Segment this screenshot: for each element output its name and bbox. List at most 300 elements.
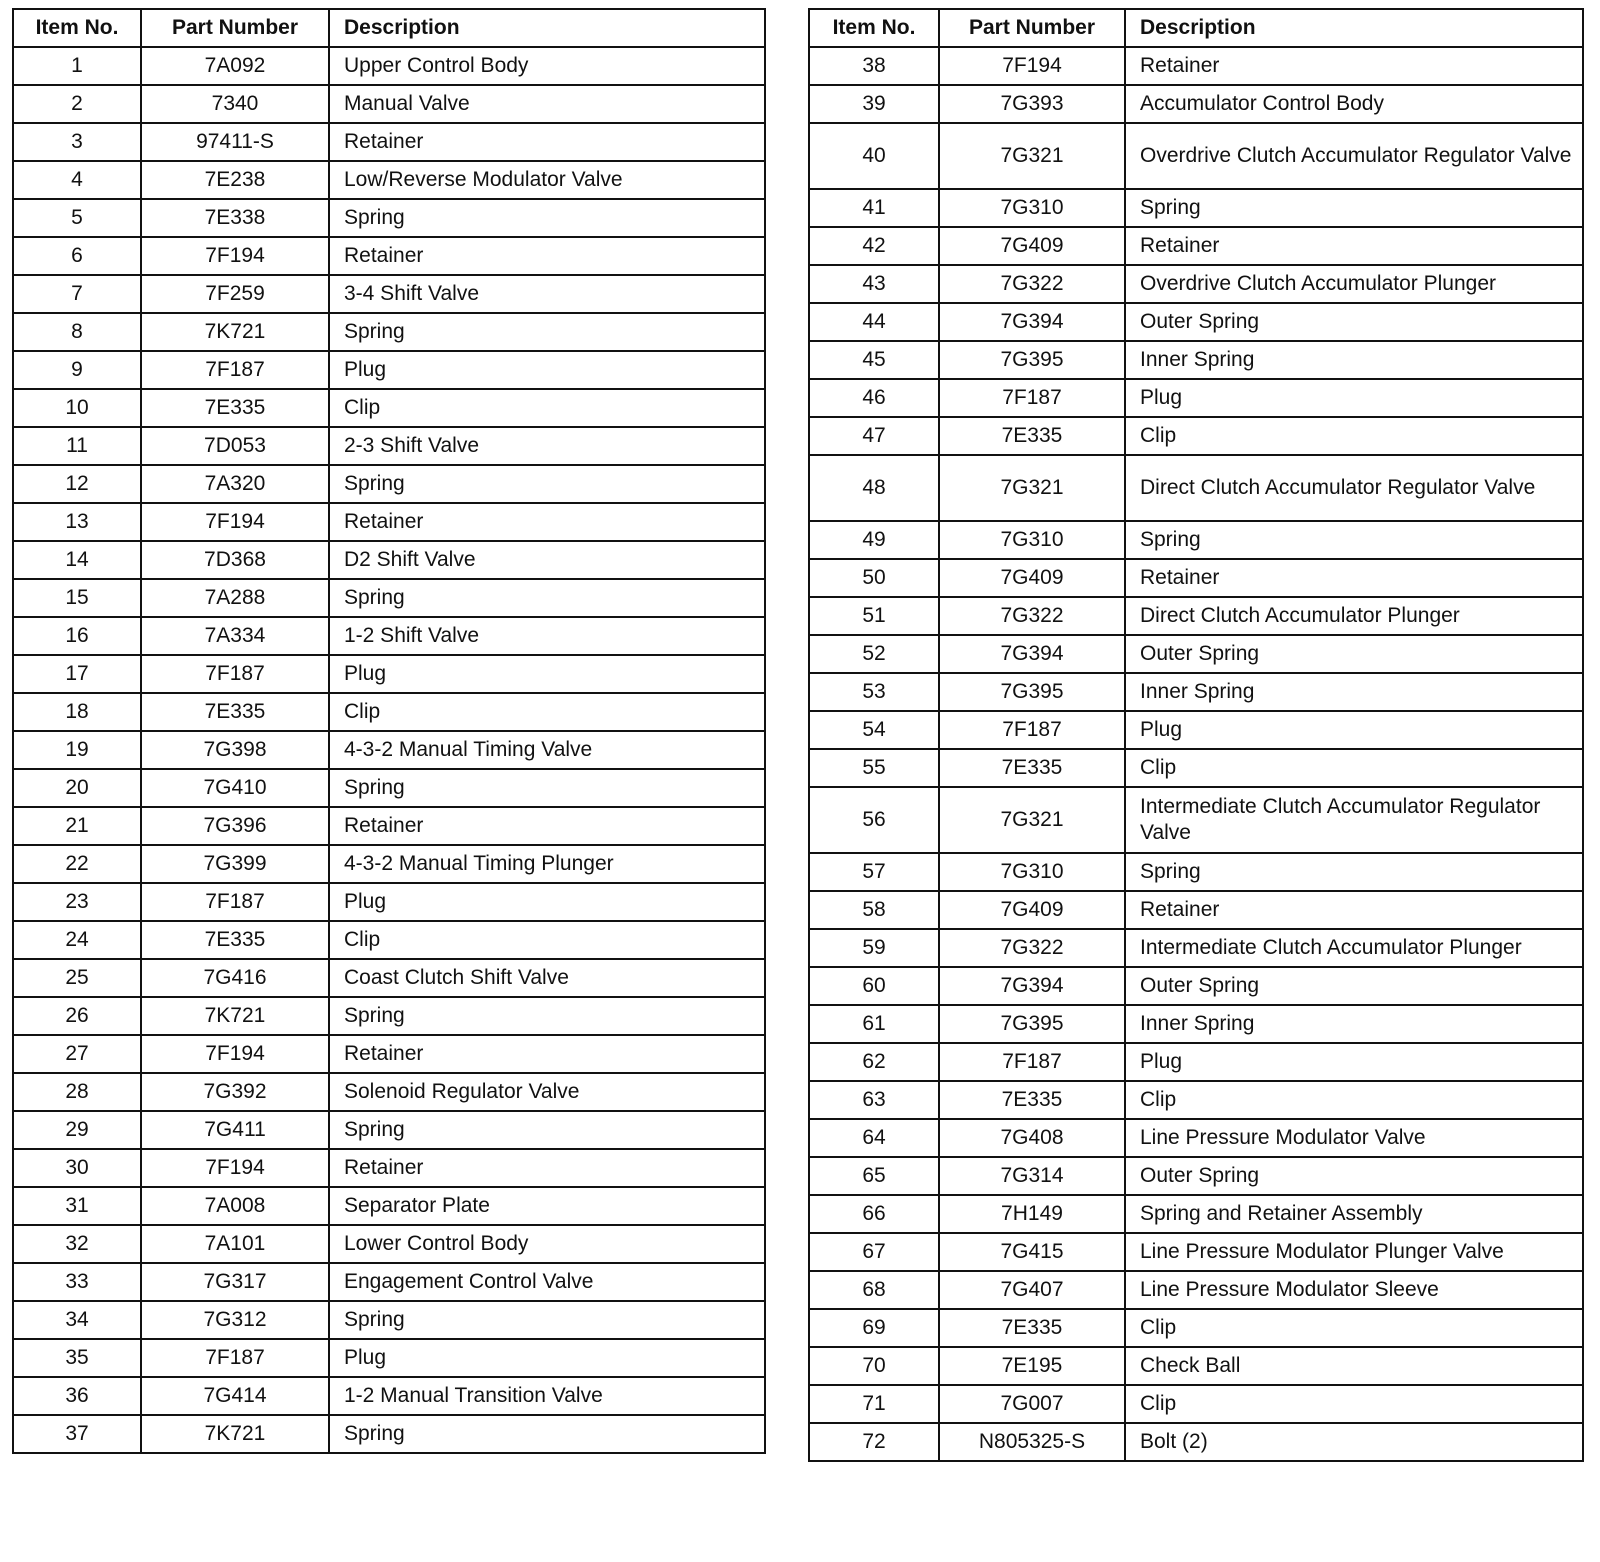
- cell-part-number: 7E335: [939, 749, 1125, 787]
- table-row: [809, 1233, 1583, 1271]
- table-row: [809, 891, 1583, 929]
- cell-item-no: 35: [13, 1339, 141, 1377]
- cell-part-number: 7G399: [141, 845, 329, 883]
- cell-item-no: 48: [809, 455, 939, 521]
- cell-part-number: 7G310: [939, 521, 1125, 559]
- cell-part-number: 7G007: [939, 1385, 1125, 1423]
- cell-part-number: 7F187: [141, 351, 329, 389]
- table-row: [13, 845, 765, 883]
- table-row: [809, 1423, 1583, 1461]
- cell-part-number: 7F194: [141, 503, 329, 541]
- cell-item-no: 65: [809, 1157, 939, 1195]
- cell-part-number: 7F194: [939, 47, 1125, 85]
- cell-item-no: 49: [809, 521, 939, 559]
- cell-item-no: 14: [13, 541, 141, 579]
- cell-part-number: 7F187: [141, 883, 329, 921]
- table-row: [13, 161, 765, 199]
- table-row: [13, 997, 765, 1035]
- cell-description: Plug: [1125, 379, 1583, 417]
- cell-part-number: 7G398: [141, 731, 329, 769]
- cell-item-no: 56: [809, 787, 939, 853]
- cell-description: Clip: [1125, 1385, 1583, 1423]
- cell-item-no: 39: [809, 85, 939, 123]
- cell-item-no: 12: [13, 465, 141, 503]
- cell-description: Retainer: [1125, 227, 1583, 265]
- cell-item-no: 31: [13, 1187, 141, 1225]
- cell-item-no: 51: [809, 597, 939, 635]
- cell-item-no: 62: [809, 1043, 939, 1081]
- cell-part-number: 7G407: [939, 1271, 1125, 1309]
- cell-item-no: 44: [809, 303, 939, 341]
- cell-description: 4-3-2 Manual Timing Plunger: [329, 845, 765, 883]
- cell-description: Separator Plate: [329, 1187, 765, 1225]
- table-row: [13, 1035, 765, 1073]
- cell-item-no: 6: [13, 237, 141, 275]
- cell-item-no: 7: [13, 275, 141, 313]
- cell-part-number: 7G394: [939, 635, 1125, 673]
- table-row: [13, 389, 765, 427]
- cell-item-no: 66: [809, 1195, 939, 1233]
- table-row: [13, 541, 765, 579]
- cell-part-number: 7E338: [141, 199, 329, 237]
- cell-description: Inner Spring: [1125, 341, 1583, 379]
- cell-description: Spring: [329, 997, 765, 1035]
- cell-description: Retainer: [329, 237, 765, 275]
- cell-part-number: 7G317: [141, 1263, 329, 1301]
- cell-description: Low/Reverse Modulator Valve: [329, 161, 765, 199]
- table-row: [13, 199, 765, 237]
- table-row: [13, 1111, 765, 1149]
- cell-description: D2 Shift Valve: [329, 541, 765, 579]
- cell-item-no: 61: [809, 1005, 939, 1043]
- table-body-right: [809, 47, 1583, 1461]
- table-row: [13, 1263, 765, 1301]
- cell-item-no: 28: [13, 1073, 141, 1111]
- cell-description: Inner Spring: [1125, 673, 1583, 711]
- cell-description: Spring: [329, 199, 765, 237]
- cell-part-number: 7G411: [141, 1111, 329, 1149]
- table-row: [809, 967, 1583, 1005]
- table-row: [13, 427, 765, 465]
- header-description: Description: [329, 9, 765, 47]
- cell-item-no: 16: [13, 617, 141, 655]
- cell-description: Retainer: [1125, 559, 1583, 597]
- cell-item-no: 33: [13, 1263, 141, 1301]
- table-row: [13, 85, 765, 123]
- cell-item-no: 10: [13, 389, 141, 427]
- cell-part-number: 7E238: [141, 161, 329, 199]
- cell-description: Intermediate Clutch Accumulator Regulator Valve: [1125, 787, 1583, 853]
- cell-part-number: 7G395: [939, 1005, 1125, 1043]
- cell-part-number: 7A008: [141, 1187, 329, 1225]
- table-row: [809, 559, 1583, 597]
- cell-item-no: 36: [13, 1377, 141, 1415]
- cell-description: Plug: [1125, 1043, 1583, 1081]
- cell-item-no: 24: [13, 921, 141, 959]
- cell-description: Retainer: [1125, 891, 1583, 929]
- cell-part-number: 7E335: [939, 417, 1125, 455]
- table-row: [809, 303, 1583, 341]
- cell-part-number: 7E335: [939, 1309, 1125, 1347]
- cell-description: Outer Spring: [1125, 1157, 1583, 1195]
- table-row: [809, 787, 1583, 853]
- cell-description: Intermediate Clutch Accumulator Plunger: [1125, 929, 1583, 967]
- cell-part-number: 7G321: [939, 123, 1125, 189]
- cell-item-no: 57: [809, 853, 939, 891]
- table-row: [13, 275, 765, 313]
- cell-item-no: 1: [13, 47, 141, 85]
- cell-item-no: 9: [13, 351, 141, 389]
- table-row: [809, 1119, 1583, 1157]
- cell-part-number: N805325-S: [939, 1423, 1125, 1461]
- table-row: [809, 521, 1583, 559]
- table-row: [13, 503, 765, 541]
- cell-part-number: 7F194: [141, 1149, 329, 1187]
- table-row: [809, 265, 1583, 303]
- cell-description: Spring: [329, 1111, 765, 1149]
- cell-description: Clip: [329, 921, 765, 959]
- cell-description: Manual Valve: [329, 85, 765, 123]
- cell-part-number: 7G393: [939, 85, 1125, 123]
- cell-description: Clip: [329, 389, 765, 427]
- table-row: [13, 237, 765, 275]
- cell-description: Line Pressure Modulator Valve: [1125, 1119, 1583, 1157]
- cell-part-number: 7D368: [141, 541, 329, 579]
- cell-item-no: 53: [809, 673, 939, 711]
- cell-description: Clip: [329, 693, 765, 731]
- cell-description: Clip: [1125, 417, 1583, 455]
- cell-description: Spring: [329, 313, 765, 351]
- cell-item-no: 40: [809, 123, 939, 189]
- cell-part-number: 7G394: [939, 303, 1125, 341]
- cell-item-no: 67: [809, 1233, 939, 1271]
- cell-item-no: 29: [13, 1111, 141, 1149]
- cell-item-no: 68: [809, 1271, 939, 1309]
- cell-description: Plug: [329, 1339, 765, 1377]
- cell-description: Check Ball: [1125, 1347, 1583, 1385]
- header-part-number: Part Number: [141, 9, 329, 47]
- table-row: [13, 1339, 765, 1377]
- header-description: Description: [1125, 9, 1583, 47]
- table-row: [13, 959, 765, 997]
- cell-part-number: 7A320: [141, 465, 329, 503]
- cell-item-no: 22: [13, 845, 141, 883]
- table-row: [809, 711, 1583, 749]
- cell-part-number: 7G396: [141, 807, 329, 845]
- table-row: [13, 465, 765, 503]
- cell-description: 3-4 Shift Valve: [329, 275, 765, 313]
- cell-description: Spring: [329, 1301, 765, 1339]
- cell-part-number: 7G414: [141, 1377, 329, 1415]
- table-row: [13, 1377, 765, 1415]
- cell-description: Outer Spring: [1125, 635, 1583, 673]
- table-row: [809, 123, 1583, 189]
- cell-item-no: 27: [13, 1035, 141, 1073]
- table-row: [13, 47, 765, 85]
- cell-description: Clip: [1125, 1081, 1583, 1119]
- cell-item-no: 30: [13, 1149, 141, 1187]
- cell-item-no: 23: [13, 883, 141, 921]
- cell-item-no: 38: [809, 47, 939, 85]
- cell-item-no: 43: [809, 265, 939, 303]
- cell-description: Upper Control Body: [329, 47, 765, 85]
- cell-part-number: 7A101: [141, 1225, 329, 1263]
- cell-item-no: 54: [809, 711, 939, 749]
- cell-item-no: 70: [809, 1347, 939, 1385]
- cell-item-no: 45: [809, 341, 939, 379]
- cell-description: Retainer: [329, 1035, 765, 1073]
- cell-item-no: 69: [809, 1309, 939, 1347]
- table-row: [809, 673, 1583, 711]
- cell-description: 2-3 Shift Valve: [329, 427, 765, 465]
- cell-description: Overdrive Clutch Accumulator Plunger: [1125, 265, 1583, 303]
- table-row: [809, 455, 1583, 521]
- table-body-left: [13, 47, 765, 1453]
- table-row: [13, 617, 765, 655]
- cell-item-no: 17: [13, 655, 141, 693]
- table-row: [809, 1271, 1583, 1309]
- header-part-number: Part Number: [939, 9, 1125, 47]
- cell-item-no: 25: [13, 959, 141, 997]
- cell-part-number: 7A334: [141, 617, 329, 655]
- cell-description: Line Pressure Modulator Sleeve: [1125, 1271, 1583, 1309]
- table-row: [13, 921, 765, 959]
- cell-description: Retainer: [1125, 47, 1583, 85]
- header-item-no: Item No.: [809, 9, 939, 47]
- cell-part-number: 7E335: [141, 921, 329, 959]
- table-row: [13, 655, 765, 693]
- table-row: [13, 351, 765, 389]
- table-header-row: [13, 9, 765, 47]
- cell-part-number: 7F187: [939, 1043, 1125, 1081]
- cell-part-number: 7G322: [939, 597, 1125, 635]
- cell-part-number: 7G322: [939, 929, 1125, 967]
- cell-description: 1-2 Shift Valve: [329, 617, 765, 655]
- cell-description: Spring: [329, 1415, 765, 1453]
- cell-part-number: 7G394: [939, 967, 1125, 1005]
- cell-description: Spring: [329, 465, 765, 503]
- cell-part-number: 7G408: [939, 1119, 1125, 1157]
- cell-description: Overdrive Clutch Accumulator Regulator Valve: [1125, 123, 1583, 189]
- cell-item-no: 71: [809, 1385, 939, 1423]
- table-row: [809, 189, 1583, 227]
- cell-part-number: 7F187: [939, 711, 1125, 749]
- cell-part-number: 7F187: [141, 655, 329, 693]
- cell-item-no: 42: [809, 227, 939, 265]
- parts-table-left: [12, 8, 766, 1454]
- table-row: [13, 693, 765, 731]
- cell-description: Plug: [329, 351, 765, 389]
- cell-description: Bolt (2): [1125, 1423, 1583, 1461]
- cell-description: Lower Control Body: [329, 1225, 765, 1263]
- table-header-row: [809, 9, 1583, 47]
- table-row: [809, 379, 1583, 417]
- cell-description: Outer Spring: [1125, 303, 1583, 341]
- cell-description: Accumulator Control Body: [1125, 85, 1583, 123]
- cell-part-number: 7G321: [939, 787, 1125, 853]
- cell-item-no: 47: [809, 417, 939, 455]
- cell-item-no: 13: [13, 503, 141, 541]
- cell-part-number: 7K721: [141, 313, 329, 351]
- cell-part-number: 7G395: [939, 341, 1125, 379]
- table-row: [809, 749, 1583, 787]
- cell-item-no: 8: [13, 313, 141, 351]
- table-row: [809, 1005, 1583, 1043]
- cell-item-no: 37: [13, 1415, 141, 1453]
- table-row: [809, 341, 1583, 379]
- cell-part-number: 7340: [141, 85, 329, 123]
- cell-description: Spring: [1125, 521, 1583, 559]
- cell-description: Line Pressure Modulator Plunger Valve: [1125, 1233, 1583, 1271]
- cell-item-no: 60: [809, 967, 939, 1005]
- table-row: [809, 1157, 1583, 1195]
- cell-description: Direct Clutch Accumulator Regulator Valve: [1125, 455, 1583, 521]
- cell-part-number: 7G310: [939, 189, 1125, 227]
- cell-item-no: 34: [13, 1301, 141, 1339]
- cell-item-no: 50: [809, 559, 939, 597]
- table-row: [13, 807, 765, 845]
- table-row: [809, 1195, 1583, 1233]
- header-item-no: Item No.: [13, 9, 141, 47]
- cell-part-number: 7H149: [939, 1195, 1125, 1233]
- cell-description: 4-3-2 Manual Timing Valve: [329, 731, 765, 769]
- cell-description: Engagement Control Valve: [329, 1263, 765, 1301]
- table-row: [13, 579, 765, 617]
- table-row: [13, 883, 765, 921]
- table-row: [809, 85, 1583, 123]
- cell-description: Outer Spring: [1125, 967, 1583, 1005]
- cell-part-number: 7G409: [939, 559, 1125, 597]
- table-row: [809, 227, 1583, 265]
- cell-part-number: 7K721: [141, 997, 329, 1035]
- table-row: [809, 635, 1583, 673]
- cell-part-number: 7E195: [939, 1347, 1125, 1385]
- cell-description: Spring: [329, 769, 765, 807]
- cell-description: 1-2 Manual Transition Valve: [329, 1377, 765, 1415]
- cell-description: Spring: [1125, 853, 1583, 891]
- cell-description: Plug: [329, 655, 765, 693]
- cell-description: Solenoid Regulator Valve: [329, 1073, 765, 1111]
- cell-part-number: 7G415: [939, 1233, 1125, 1271]
- cell-part-number: 7F194: [141, 237, 329, 275]
- cell-part-number: 7F259: [141, 275, 329, 313]
- cell-item-no: 32: [13, 1225, 141, 1263]
- cell-item-no: 18: [13, 693, 141, 731]
- cell-description: Coast Clutch Shift Valve: [329, 959, 765, 997]
- cell-description: Spring: [329, 579, 765, 617]
- table-row: [809, 853, 1583, 891]
- table-row: [809, 1081, 1583, 1119]
- cell-item-no: 58: [809, 891, 939, 929]
- cell-part-number: 7G409: [939, 227, 1125, 265]
- cell-part-number: 7A092: [141, 47, 329, 85]
- cell-part-number: 7G314: [939, 1157, 1125, 1195]
- cell-part-number: 7G395: [939, 673, 1125, 711]
- cell-part-number: 7E335: [141, 389, 329, 427]
- cell-item-no: 46: [809, 379, 939, 417]
- table-row: [809, 1385, 1583, 1423]
- cell-item-no: 59: [809, 929, 939, 967]
- cell-description: Plug: [1125, 711, 1583, 749]
- table-row: [13, 123, 765, 161]
- cell-part-number: 7A288: [141, 579, 329, 617]
- table-row: [13, 1187, 765, 1225]
- table-row: [809, 1347, 1583, 1385]
- cell-item-no: 41: [809, 189, 939, 227]
- cell-part-number: 7G392: [141, 1073, 329, 1111]
- cell-part-number: 7D053: [141, 427, 329, 465]
- cell-description: Inner Spring: [1125, 1005, 1583, 1043]
- table-row: [809, 597, 1583, 635]
- table-row: [809, 929, 1583, 967]
- cell-description: Spring and Retainer Assembly: [1125, 1195, 1583, 1233]
- cell-item-no: 72: [809, 1423, 939, 1461]
- cell-part-number: 7G321: [939, 455, 1125, 521]
- table-row: [13, 313, 765, 351]
- cell-part-number: 7G310: [939, 853, 1125, 891]
- cell-item-no: 63: [809, 1081, 939, 1119]
- cell-part-number: 7G312: [141, 1301, 329, 1339]
- cell-item-no: 5: [13, 199, 141, 237]
- cell-description: Plug: [329, 883, 765, 921]
- cell-item-no: 2: [13, 85, 141, 123]
- table-row: [13, 1073, 765, 1111]
- cell-part-number: 7F187: [939, 379, 1125, 417]
- table-row: [13, 1415, 765, 1453]
- cell-part-number: 7G322: [939, 265, 1125, 303]
- cell-item-no: 52: [809, 635, 939, 673]
- table-row: [13, 769, 765, 807]
- table-row: [13, 1149, 765, 1187]
- cell-part-number: 7K721: [141, 1415, 329, 1453]
- cell-item-no: 64: [809, 1119, 939, 1157]
- parts-table-right: [808, 8, 1584, 1462]
- cell-item-no: 21: [13, 807, 141, 845]
- table-row: [809, 1043, 1583, 1081]
- cell-item-no: 4: [13, 161, 141, 199]
- table-row: [809, 1309, 1583, 1347]
- cell-part-number: 7G416: [141, 959, 329, 997]
- cell-item-no: 19: [13, 731, 141, 769]
- cell-item-no: 20: [13, 769, 141, 807]
- cell-item-no: 26: [13, 997, 141, 1035]
- table-row: [13, 1301, 765, 1339]
- cell-description: Retainer: [329, 1149, 765, 1187]
- cell-description: Clip: [1125, 749, 1583, 787]
- table-row: [13, 731, 765, 769]
- table-row: [809, 47, 1583, 85]
- cell-part-number: 7F187: [141, 1339, 329, 1377]
- cell-description: Spring: [1125, 189, 1583, 227]
- cell-item-no: 15: [13, 579, 141, 617]
- cell-description: Retainer: [329, 123, 765, 161]
- cell-description: Retainer: [329, 503, 765, 541]
- cell-item-no: 11: [13, 427, 141, 465]
- cell-item-no: 3: [13, 123, 141, 161]
- table-row: [809, 417, 1583, 455]
- cell-part-number: 7F194: [141, 1035, 329, 1073]
- cell-part-number: 7G410: [141, 769, 329, 807]
- cell-description: Clip: [1125, 1309, 1583, 1347]
- cell-description: Direct Clutch Accumulator Plunger: [1125, 597, 1583, 635]
- cell-item-no: 55: [809, 749, 939, 787]
- table-row: [13, 1225, 765, 1263]
- cell-part-number: 7G409: [939, 891, 1125, 929]
- cell-description: Retainer: [329, 807, 765, 845]
- cell-part-number: 97411-S: [141, 123, 329, 161]
- cell-part-number: 7E335: [939, 1081, 1125, 1119]
- cell-part-number: 7E335: [141, 693, 329, 731]
